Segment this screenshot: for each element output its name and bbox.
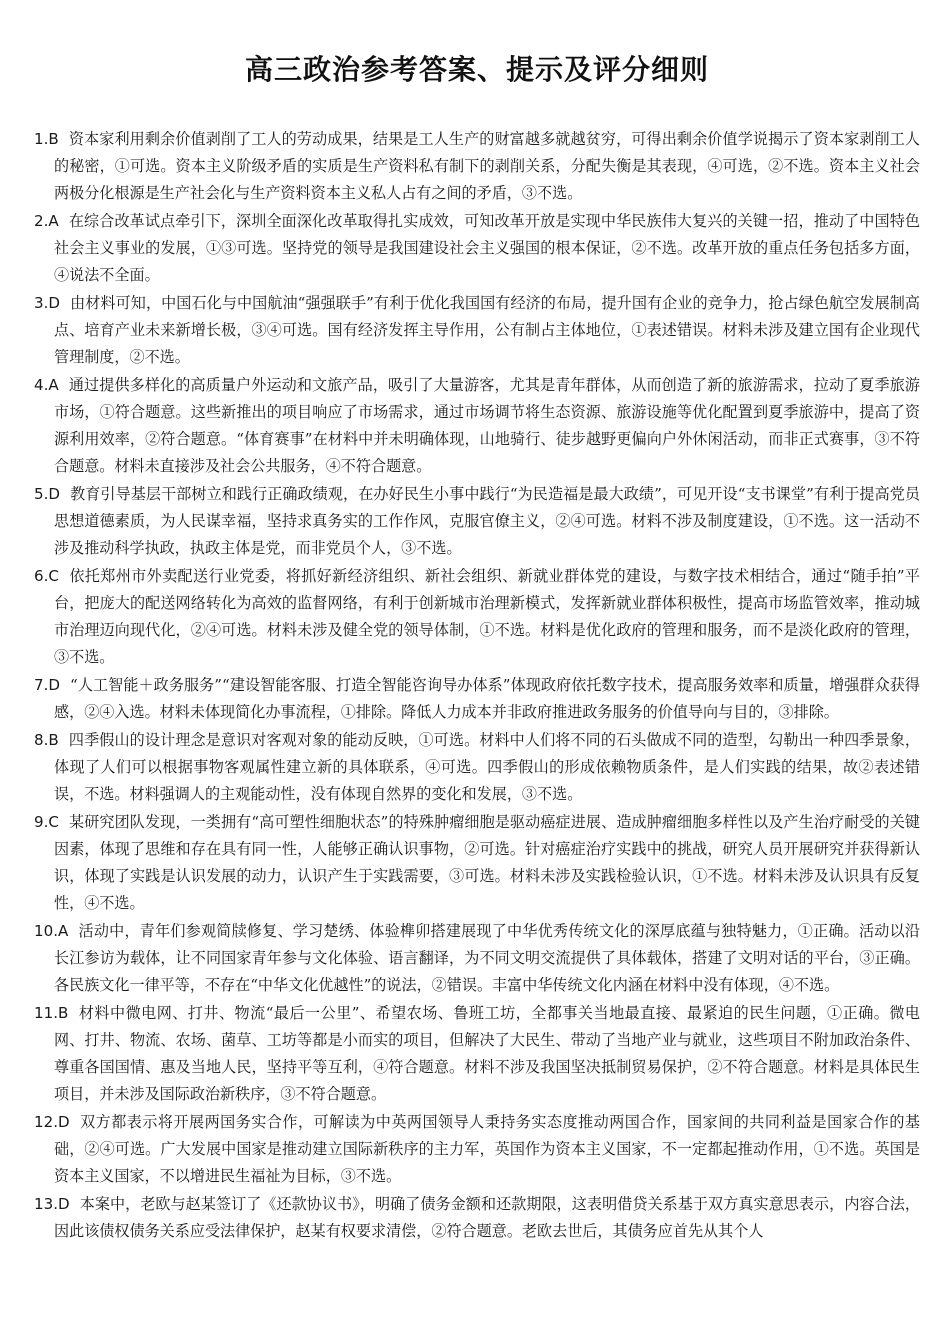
answer-number: 9. <box>34 813 49 831</box>
answer-choice: A <box>58 922 69 940</box>
answer-number: 11. <box>34 1004 59 1022</box>
answer-explanation: 双方都表示将开展两国务实合作，可解读为中英两国领导人秉持务实态度推动两国合作，国家间的共同利益是国家合作的基础，②④可选。广大发展中国家是推动建立国际新秩序的主力军，英国作为资本主义国家，不一定都起推动作用，①不选。英国是资本主义国家，不以增进民生福祉为目标，③不选。 <box>54 1113 920 1185</box>
answer-item-1 <box>34 126 920 207</box>
answer-choice: A <box>48 376 59 394</box>
answer-number: 1. <box>34 130 49 148</box>
answer-explanation: 某研究团队发现，一类拥有“高可塑性细胞状态”的特殊肿瘤细胞是驱动癌症进展、造成肿瘤细胞多样性以及产生治疗耐受的关键因素，体现了思维和存在具有同一性，人能够正确认识事物，②可选。针对癌症治疗实践中的挑战，研究人员开展研究并获得新认识，体现了实践是认识发展的动力，认识产生于实践需要，③可选。材料未涉及实践检验认识，①不选。材料未涉及认识具有反复性，④不选。 <box>54 813 920 912</box>
answer-explanation: 在综合改革试点牵引下，深圳全面深化改革取得扎实成效，可知改革开放是实现中华民族伟大复兴的关键一招，推动了中国特色社会主义事业的发展，①③可选。坚持党的领导是我国建设社会主义强国的根本保证，②不选。改革开放的重点任务包括多方面，④说法不全面。 <box>54 212 920 284</box>
answer-number: 13. <box>34 1195 59 1213</box>
answer-explanation: 由材料可知，中国石化与中国航油“强强联手”有利于优化我国国有经济的布局，提升国有企业的竞争力，抢占绿色航空发展制高点、培育产业未来新增长极，③④可选。国有经济发挥主导作用，公有制占主体地位，①表述错误。材料未涉及建立国有企业现代管理制度，②不选。 <box>54 294 920 366</box>
answer-number: 12. <box>34 1113 59 1131</box>
answer-choice: B <box>48 130 59 148</box>
answer-item-11 <box>34 1000 920 1108</box>
answer-explanation: 活动中，青年们参观简牍修复、学习楚绣、体验榫卯搭建展现了中华优秀传统文化的深厚底蕴与独特魅力，①正确。活动以沿长江参访为载体，让不同国家青年参与文化体验、语言翻译，为不同文明交流提供了具体载体，搭建了文明对话的平台，③正确。各民族文化一律平等，不存在“中华文化优越性”的说法，②错误。丰富中华传统文化内涵在材料中没有体现，④不选。 <box>54 922 920 994</box>
answer-choice: D <box>58 1195 70 1213</box>
answer-explanation: 通过提供多样化的高质量户外运动和文旅产品，吸引了大量游客，尤其是青年群体，从而创造了新的旅游需求，拉动了夏季旅游市场，①符合题意。这些新推出的项目响应了市场需求，通过市场调节将生态资源、旅游设施等优化配置到夏季旅游中，提高了资源利用效率，②符合题意。“体育赛事”在材料中并未明确体现，山地骑行、徒步越野更偏向户外休闲活动，而非正式赛事，③不符合题意。材料未直接涉及社会公共服务，④不符合题意。 <box>54 376 920 475</box>
answer-item-3 <box>34 290 920 371</box>
answer-explanation: 四季假山的设计理念是意识对客观对象的能动反映，①可选。材料中人们将不同的石头做成不同的造型，勾勒出一种四季景象，体现了人们可以根据事物客观属性建立新的具体联系，④可选。四季假山的形成依赖物质条件，是人们实践的结果，故②表述错误，不选。材料强调人的主观能动性，没有体现自然界的变化和发展，③不选。 <box>54 731 920 803</box>
answer-list <box>34 126 920 1245</box>
answer-number: 8. <box>34 731 49 749</box>
answer-choice: D <box>48 485 61 503</box>
answer-choice: D <box>58 1113 70 1131</box>
answer-number: 6. <box>34 567 49 585</box>
answer-explanation: 依托郑州市外卖配送行业党委，将抓好新经济组织、新社会组织、新就业群体党的建设，与数字技术相结合，通过“随手拍”平台，把庞大的配送网络转化为高效的监督网络，有利于创新城市治理新模式，发挥新就业群体积极性，提高市场监管效率，推动城市治理迈向现代化，②④可选。材料未涉及健全党的领导体制，①不选。材料是优化政府的管理和服务，而不是淡化政府的管理，③不选。 <box>54 567 920 666</box>
answer-item-9 <box>34 809 920 917</box>
answer-item-10 <box>34 918 920 999</box>
answer-item-6 <box>34 563 920 671</box>
answer-choice: B <box>58 1004 69 1022</box>
answer-choice: C <box>48 813 59 831</box>
answer-item-4 <box>34 372 920 480</box>
answer-number: 4. <box>34 376 49 394</box>
answer-number: 7. <box>34 676 49 694</box>
page-title: 高三政治参考答案、提示及评分细则 <box>244 53 709 86</box>
answer-explanation: 资本家利用剩余价值剥削了工人的劳动成果，结果是工人生产的财富越多就越贫穷，可得出剩余价值学说揭示了资本家剥削工人的秘密，①可选。资本主义阶级矛盾的实质是生产资料私有制下的剥削关系，分配失衡是其表现，④可选，②不选。资本主义社会两极分化根源是生产社会化与生产资料资本主义私人占有之间的矛盾，③不选。 <box>54 130 920 202</box>
answer-choice: C <box>48 567 59 585</box>
answer-choice: D <box>48 294 61 312</box>
answer-number: 2. <box>34 212 49 230</box>
answer-number: 5. <box>34 485 49 503</box>
answer-explanation: 本案中，老欧与赵某签订了《还款协议书》，明确了债务金额和还款期限，这表明借贷关系基于双方真实意思表示，内容合法，因此该债权债务关系应受法律保护，赵某有权要求清偿，②符合题意。老欧去世后，其债务应首先从其个人 <box>54 1195 920 1240</box>
answer-item-2 <box>34 208 920 289</box>
answer-explanation: “人工智能＋政务服务”“建设智能客服、打造全智能咨询导办体系”体现政府依托数字技术，提高服务效率和质量，增强群众获得感，②④入选。材料未体现简化办事流程，①排除。降低人力成本并非政府推进政务服务的价值导向与目的，③排除。 <box>54 676 920 721</box>
answer-item-12 <box>34 1109 920 1190</box>
answer-choice: B <box>48 731 59 749</box>
answer-item-8 <box>34 727 920 808</box>
answer-item-7 <box>34 672 920 726</box>
answer-choice: A <box>48 212 59 230</box>
answer-explanation: 材料中微电网、打井、物流“最后一公里”、希望农场、鲁班工坊，全都事关当地最直接、最紧迫的民生问题，①正确。微电网、打井、物流、农场、菌草、工坊等都是小而实的项目，但解决了大民生、带动了当地产业与就业，这些项目不附加政治条件、尊重各国国情、惠及当地人民，坚持平等互利，④符合题意。材料不涉及我国坚决抵制贸易保护，②不符合题意。材料是具体民生项目，并未涉及国际政治新秩序，③不符合题意。 <box>54 1004 920 1103</box>
answer-item-5 <box>34 481 920 562</box>
answer-choice: D <box>48 676 61 694</box>
answer-number: 10. <box>34 922 59 940</box>
answer-number: 3. <box>34 294 49 312</box>
answer-explanation: 教育引导基层干部树立和践行正确政绩观，在办好民生小事中践行“为民造福是最大政绩”，可见开设“支书课堂”有利于提高党员思想道德素质，为人民谋幸福，坚持求真务实的工作作风，克服官僚主义，②④可选。材料不涉及制度建设，①不选。这一活动不涉及推动科学执政，执政主体是党，而非党员个人，③不选。 <box>54 485 920 557</box>
answer-item-13 <box>34 1191 920 1245</box>
